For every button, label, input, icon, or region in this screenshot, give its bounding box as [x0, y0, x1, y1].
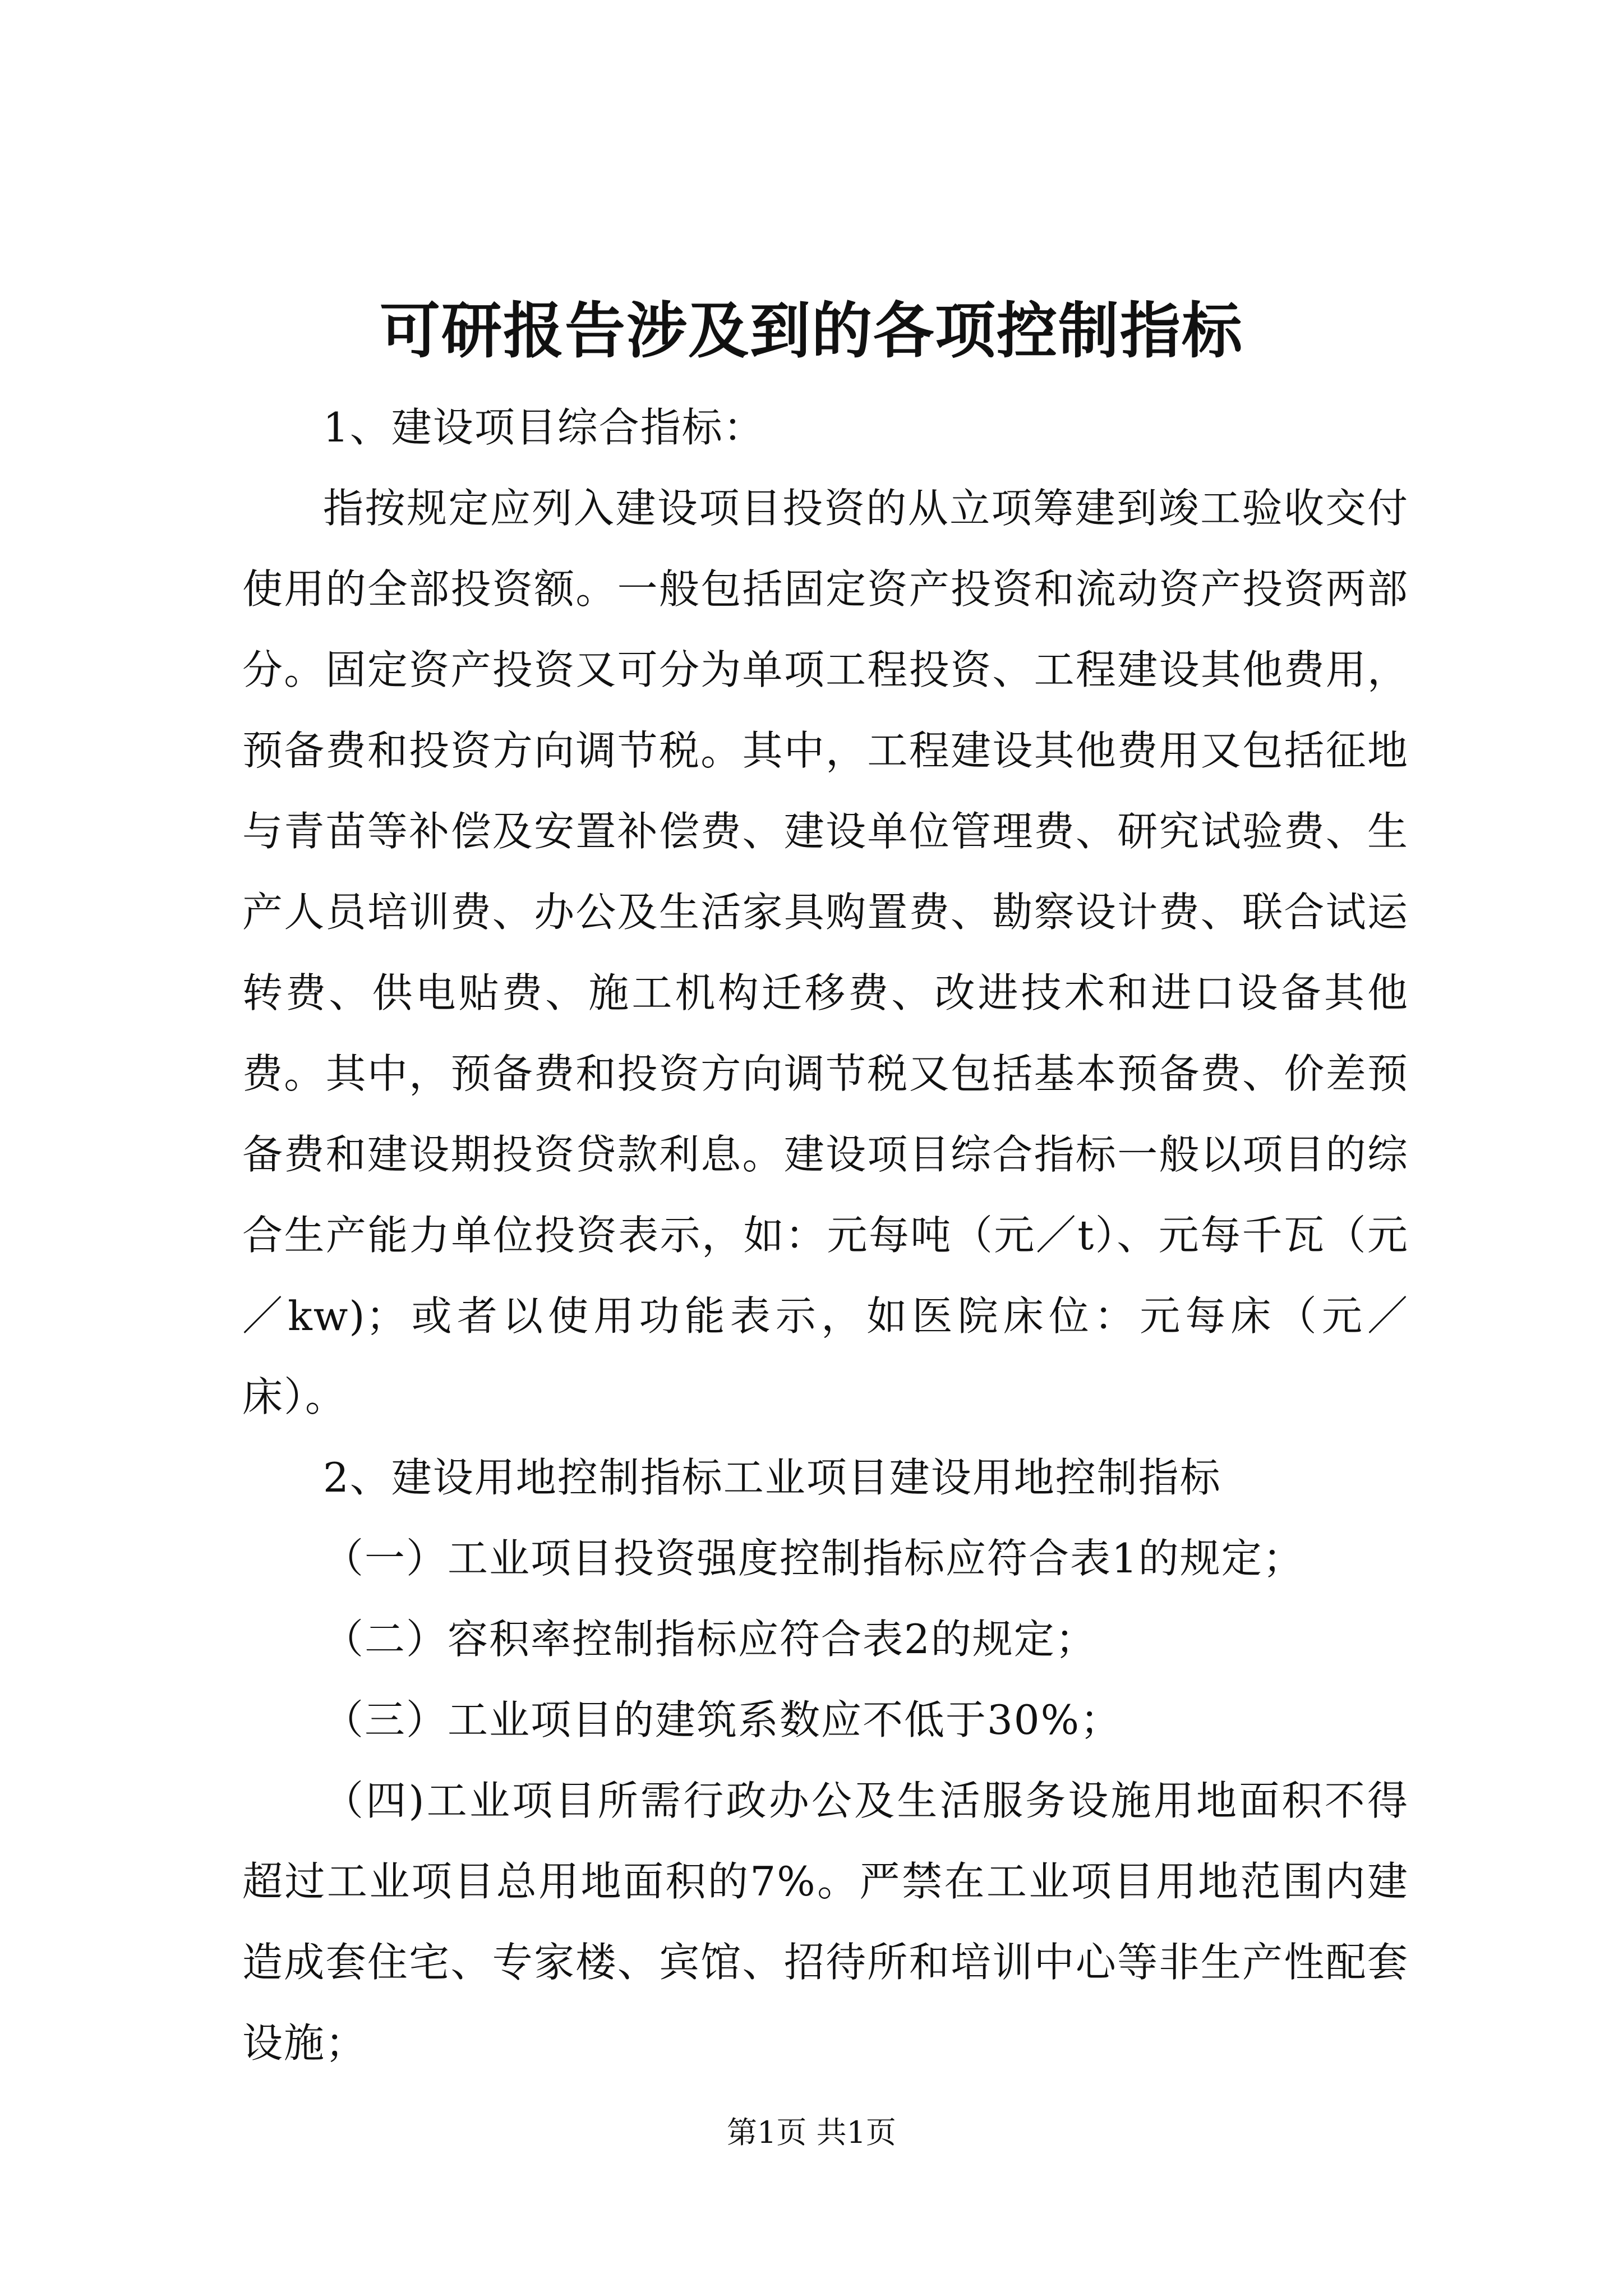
paragraph-1: 1、建设项目综合指标：: [323, 404, 765, 451]
paragraph-3: 2、建设用地控制指标工业项目建设用地控制指标: [323, 1454, 1221, 1501]
paragraph-4: （一）工业项目投资强度控制指标应符合表1的规定；: [323, 1535, 1304, 1582]
paragraph-7: （四)工业项目所需行政办公及生活服务设施用地面积不得超过工业项目总用地面积的7%。严禁在工业项目用地范围内建造成套住宅、专家楼、宾馆、招待所和培训中心等非生产性配套设施；: [242, 1777, 1409, 2067]
paragraph-2: 指按规定应列入建设项目投资的从立项筹建到竣工验收交付使用的全部投资额。一般包括固定资产投资和流动资产投资两部分。固定资产投资又可分为单项工程投资、工程建设其他费用，预备费和投资方向调节税。其中，工程建设其他费用又包括征地与青苗等补偿及安置补偿费、建设单位管理费、研究试验费、生产人员培训费、办公及生活家具购置费、勘察设计费、联合试运转费、供电贴费、施工机构迁移费、改进技术和进口设备其他费。其中，预备费和投资方向调节税又包括基本预备费、价差预备费和建设期投资贷款利息。建设项目综合指标一般以项目的综合生产能力单位投资表示，如：元每吨（元／t）、元每千瓦（元／kw)；或者以使用功能表示，如医院床位：元每床（元／床）。: [242, 485, 1409, 1420]
document-title: 可研报告涉及到的各项控制指标: [379, 296, 1243, 366]
page-footer: 第1页 共1页: [727, 2115, 896, 2150]
paragraph-6: （三）工业项目的建筑系数应不低于30%；: [323, 1696, 1122, 1743]
document-body: [242, 387, 1409, 2083]
paragraph-5: （二）容积率控制指标应符合表2的规定；: [323, 1616, 1097, 1663]
